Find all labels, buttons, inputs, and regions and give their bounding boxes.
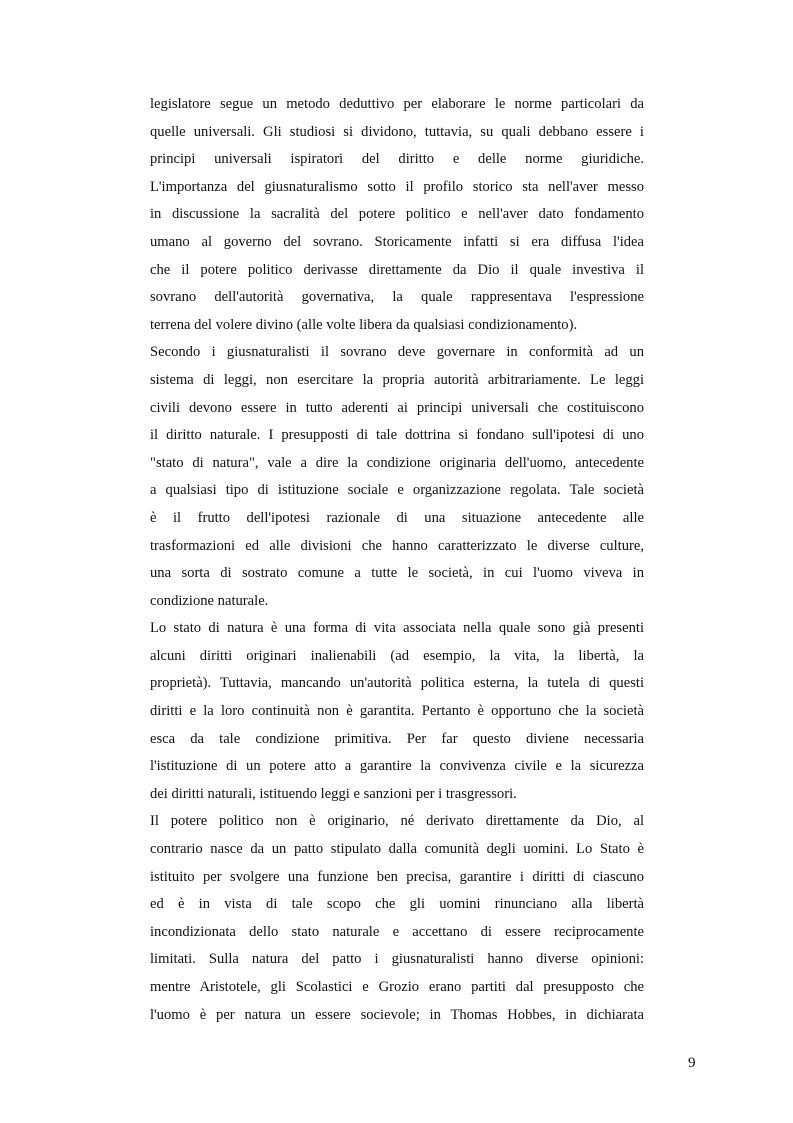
text-line: diritti e la loro continuità non è garantita. Pertanto è opportuno che la società: [150, 703, 644, 720]
text-line: che il potere politico derivasse direttamente da Dio il quale investiva il: [150, 261, 644, 278]
text-line: Il potere politico non è originario, né derivato direttamente da Dio, al: [150, 813, 644, 830]
text-line: incondizionata dello stato naturale e accettano di essere reciprocamente: [150, 923, 644, 940]
text-line: "stato di natura", vale a dire la condizione originaria dell'uomo, antecedente: [150, 454, 644, 471]
text-line: Lo stato di natura è una forma di vita associata nella quale sono già presenti: [150, 620, 644, 637]
text-line: quelle universali. Gli studiosi si dividono, tuttavia, su quali debbano essere i: [150, 123, 644, 140]
text-line: l'uomo è per natura un essere socievole; in Thomas Hobbes, in dichiarata: [150, 1006, 644, 1023]
page-number: 9: [688, 1055, 696, 1071]
text-line: sistema di leggi, non esercitare la propria autorità arbitrariamente. Le leggi: [150, 371, 644, 388]
text-line: sovrano dell'autorità governativa, la quale rappresentava l'espressione: [150, 289, 644, 306]
text-line: esca da tale condizione primitiva. Per far questo diviene necessaria: [150, 730, 644, 747]
text-line: l'istituzione di un potere atto a garantire la convivenza civile e la sicurezza: [150, 758, 644, 775]
text-line: trasformazioni ed alle divisioni che hanno caratterizzato le diverse culture,: [150, 537, 644, 554]
text-line: in discussione la sacralità del potere politico e nell'aver dato fondamento: [150, 206, 644, 223]
text-line: alcuni diritti originari inalienabili (ad esempio, la vita, la libertà, la: [150, 647, 644, 664]
text-line: legislatore segue un metodo deduttivo per elaborare le norme particolari da: [150, 96, 644, 112]
text-line: mentre Aristotele, gli Scolastici e Grozio erano partiti dal presupposto che: [150, 979, 644, 995]
text-line: terrena del volere divino (alle volte libera da qualsiasi condizionamento).: [150, 316, 578, 333]
text-line: umano al governo del sovrano. Storicamente infatti si era diffusa l'idea: [150, 233, 644, 250]
text-line: proprietà). Tuttavia, mancando un'autorità politica esterna, la tutela di questi: [150, 675, 644, 692]
text-line: il diritto naturale. I presupposti di tale dottrina si fondano sull'ipotesi di uno: [150, 427, 644, 444]
text-line: una sorta di sostrato comune a tutte le società, in cui l'uomo viveva in: [150, 565, 644, 582]
text-line: condizione naturale.: [150, 592, 269, 609]
text-line: Secondo i giusnaturalisti il sovrano deve governare in conformità ad un: [150, 344, 644, 361]
text-line: limitati. Sulla natura del patto i giusnaturalisti hanno diverse opinioni:: [150, 951, 644, 968]
text-line: dei diritti naturali, istituendo leggi e sanzioni per i trasgressori.: [150, 785, 517, 802]
text-line: è il frutto dell'ipotesi razionale di una situazione antecedente alle: [150, 509, 644, 526]
text-line: ed è in vista di tale scopo che gli uomini rinunciano alla libertà: [150, 896, 644, 913]
text-line: principi universali ispiratori del diritto e delle norme giuridiche.: [150, 151, 644, 168]
text-line: civili devono essere in tutto aderenti ai principi universali che costituiscono: [150, 399, 644, 416]
text-line: istituito per svolgere una funzione ben precisa, garantire i diritti di ciascuno: [150, 868, 644, 885]
text-line: L'importanza del giusnaturalismo sotto il profilo storico sta nell'aver messo: [150, 178, 644, 195]
text-line: a qualsiasi tipo di istituzione sociale e organizzazione regolata. Tale società: [150, 482, 644, 499]
text-line: contrario nasce da un patto stipulato dalla comunità degli uomini. Lo Stato è: [150, 841, 644, 858]
body-text: [150, 91, 644, 1029]
